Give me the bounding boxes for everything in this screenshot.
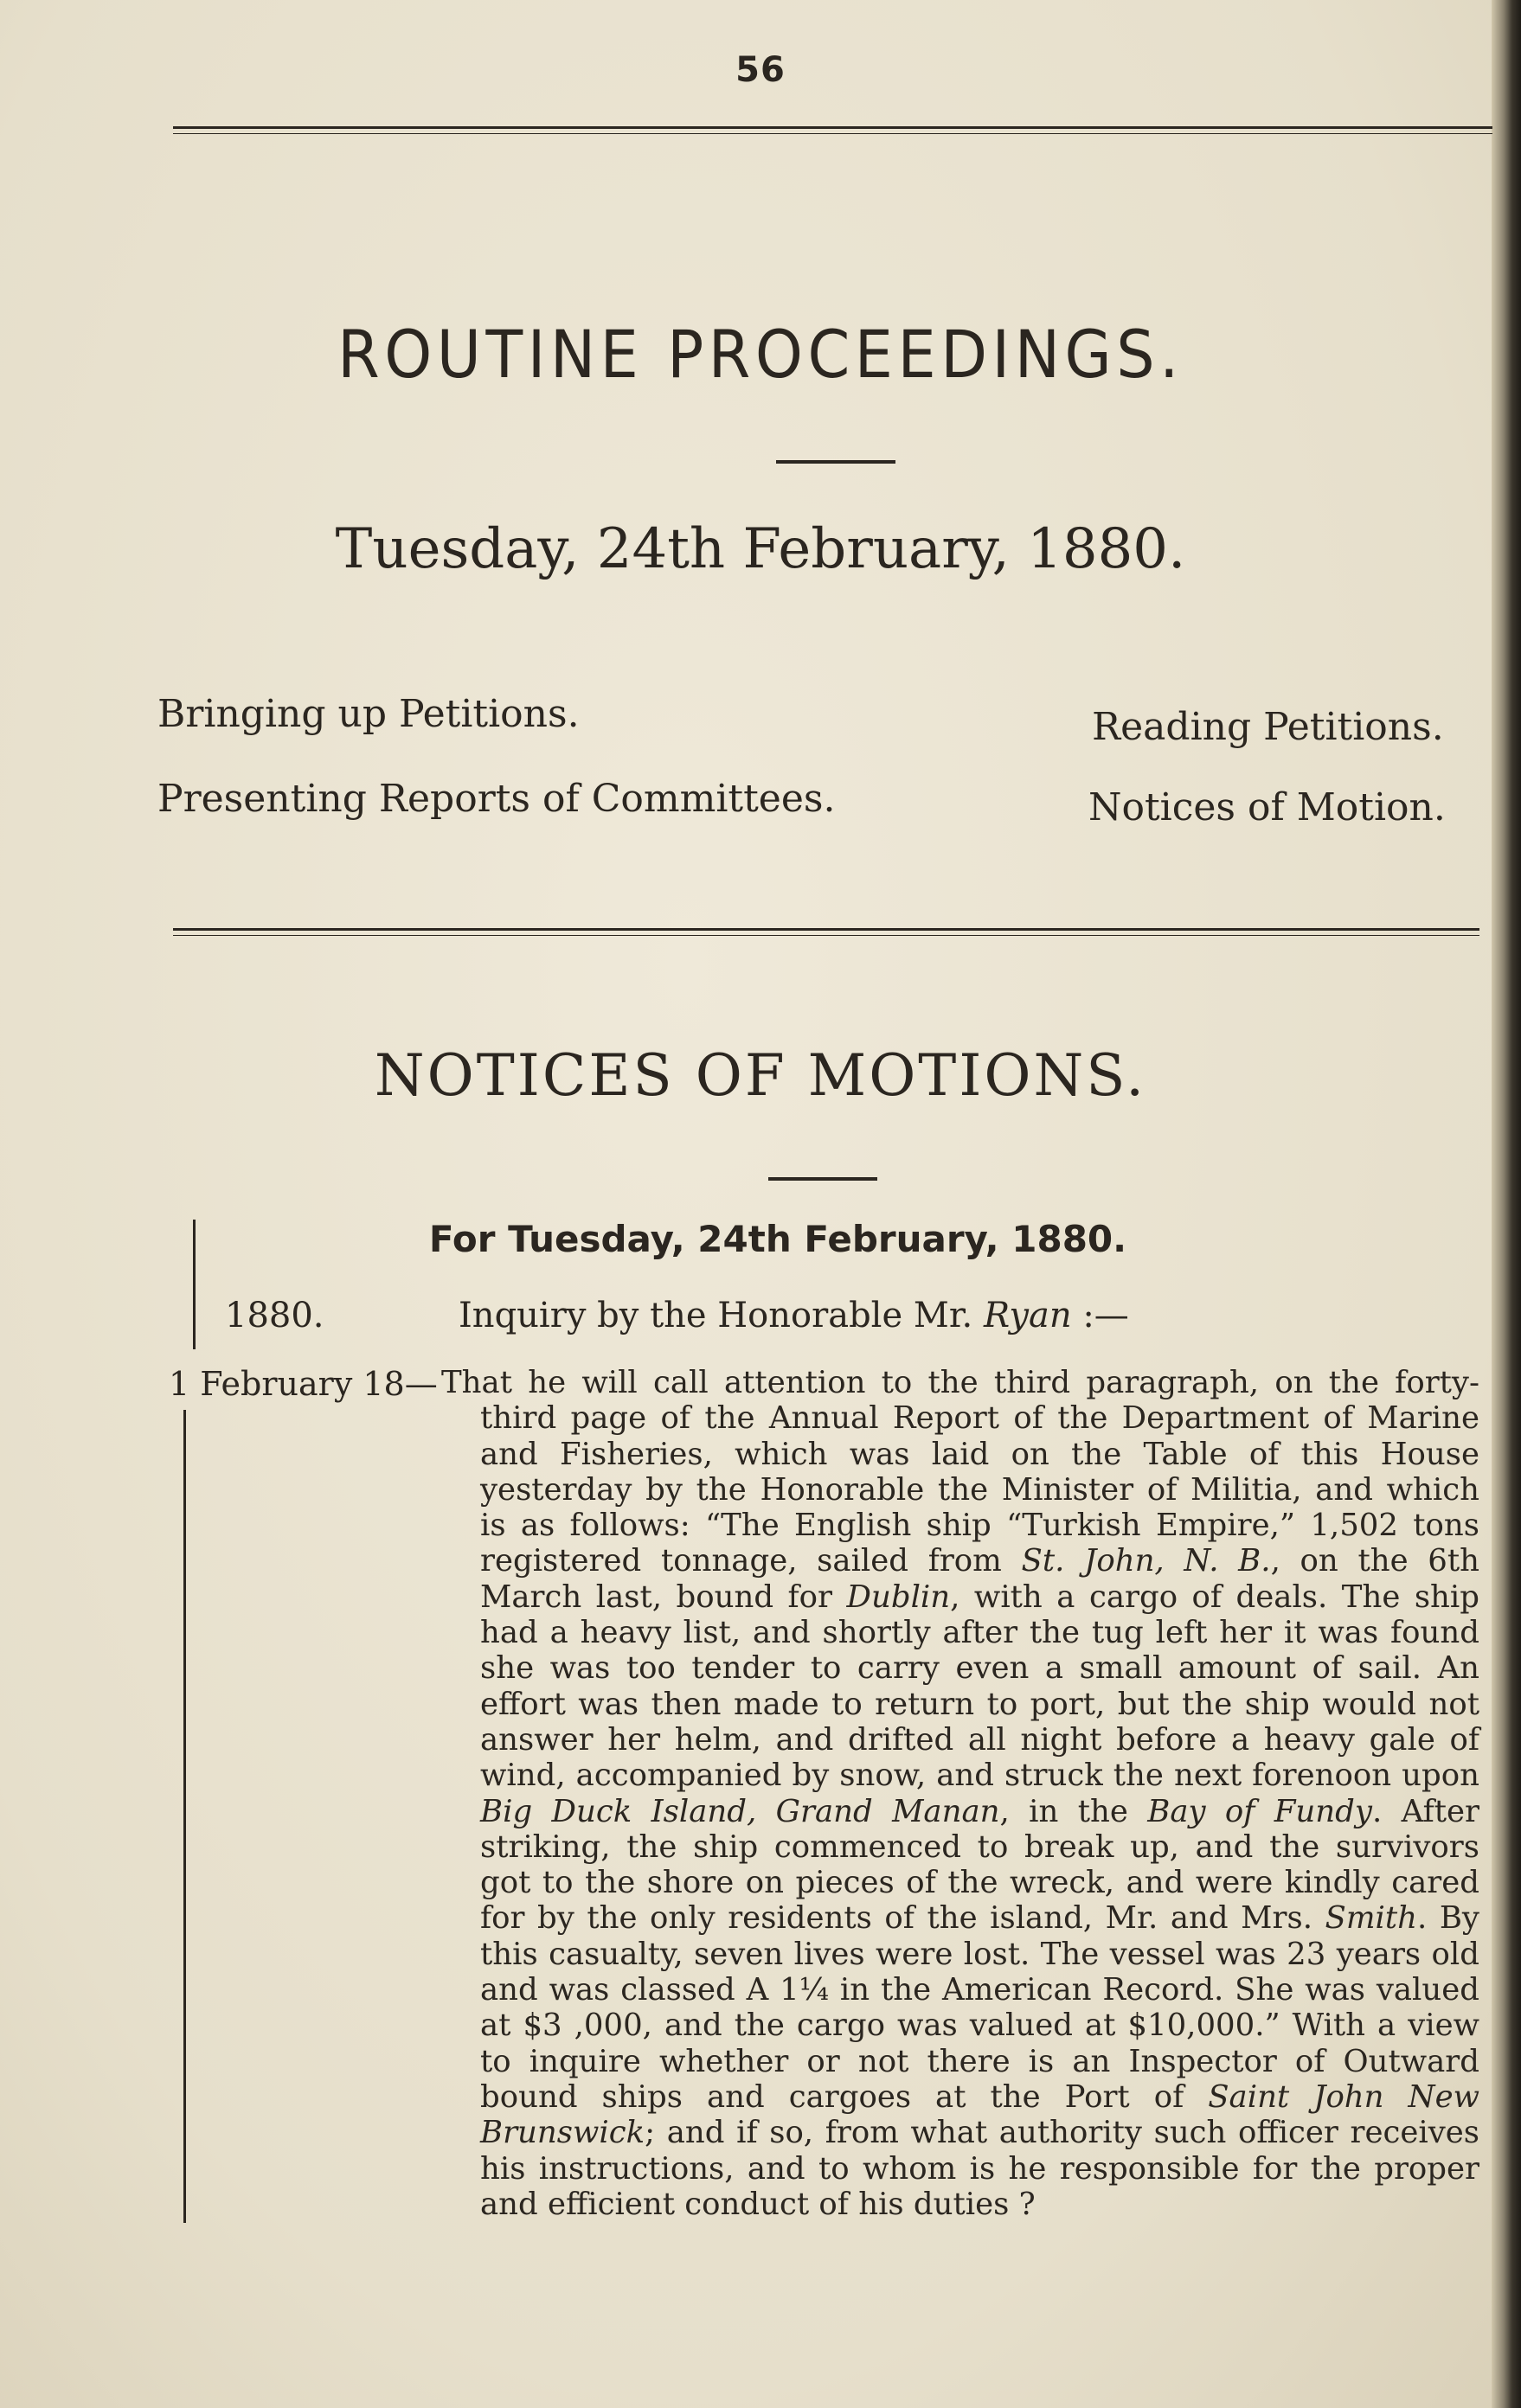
notice-year: 1880. bbox=[225, 1296, 324, 1335]
motion-part-1: That he will call attention to the third paragraph, on the forty-third page of the Annual Report of the Department of Marine and Fisheries, which was laid on the Table of this House yesterday by the Honorable the Minister of Militia, and which is as follows: “The English ship “Turkish Empire,” 1,502 tons registered tonnage, sailed from bbox=[441, 1365, 1479, 1579]
bringing-up-petitions: Bringing up Petitions. bbox=[157, 692, 580, 736]
notices-heading: NOTICES OF MOTIONS. bbox=[374, 1042, 1147, 1109]
motion-text bbox=[441, 1365, 1480, 2222]
place-big-duck-island: Big Duck Island, Grand Manan bbox=[480, 1793, 1000, 1829]
margin-rule-upper bbox=[193, 1220, 196, 1349]
routine-short-rule bbox=[776, 460, 895, 464]
name-smith: Smith bbox=[1325, 1900, 1418, 1937]
top-double-rule bbox=[173, 126, 1492, 134]
presenting-reports: Presenting Reports of Committees. bbox=[157, 777, 836, 821]
entry-date: 1 February 18— bbox=[169, 1365, 438, 1403]
motion-part-2: , on the 6th March last, bound for bbox=[480, 1543, 1480, 1615]
middle-double-rule bbox=[173, 928, 1479, 936]
place-saint-john-nb: Saint John New Brunswick bbox=[480, 2078, 1480, 2151]
margin-rule-lower bbox=[183, 1410, 186, 2223]
motion-part-7: ; and if so, from what authority such officer receives his instructions, and to whom is he responsible for the proper and efficient conduct of his duties ? bbox=[480, 2115, 1479, 2222]
reading-petitions: Reading Petitions. bbox=[1092, 705, 1444, 749]
place-dublin: Dublin bbox=[846, 1579, 951, 1615]
page-number: 56 bbox=[735, 50, 786, 90]
place-bay-of-fundy: Bay of Fundy bbox=[1147, 1793, 1372, 1829]
place-st-john: St. John, N. B. bbox=[1021, 1543, 1271, 1579]
motion-part-5: . After striking, the ship commenced to break up, and the survivors got to the shore on pieces of the wreck, and were kindly cared for by the only residents of the island, Mr. and Mrs. bbox=[480, 1793, 1479, 1937]
motion-part-4: , in the bbox=[999, 1793, 1128, 1829]
routine-heading: ROUTINE PROCEEDINGS. bbox=[337, 316, 1184, 393]
notices-short-rule bbox=[768, 1177, 877, 1181]
notices-of-motion-item: Notices of Motion. bbox=[1088, 785, 1446, 829]
routine-date: Tuesday, 24th February, 1880. bbox=[335, 517, 1186, 581]
inquiry-prefix: Inquiry by the Honorable Mr. bbox=[459, 1296, 973, 1335]
book-spine-shadow bbox=[1492, 0, 1521, 2408]
motion-part-6: . By this casualty, seven lives were lost. The vessel was 23 years old and was classed A 1¼ in the American Record. She was valued at $3 ,000, and the cargo was valued at $10,000.” With a view to inquire whether or not there is an Inspector of Outward bound ships and cargoes at the Port of bbox=[480, 1900, 1479, 2115]
inquiry-line bbox=[459, 1296, 1129, 1335]
inquiry-member-name: Ryan bbox=[983, 1296, 1072, 1335]
notices-for-date: For Tuesday, 24th February, 1880. bbox=[428, 1218, 1127, 1260]
motion-part-3: , with a cargo of deals. The ship had a heavy list, and shortly after the tug left her it was found she was too tender to carry even a small amount of sail. An effort was then made to return to port, but the ship would not answer her helm, and drifted all night before a heavy gale of wind, accompanied by snow, and struck the next forenoon upon bbox=[480, 1579, 1479, 1794]
inquiry-suffix: :— bbox=[1082, 1296, 1129, 1335]
